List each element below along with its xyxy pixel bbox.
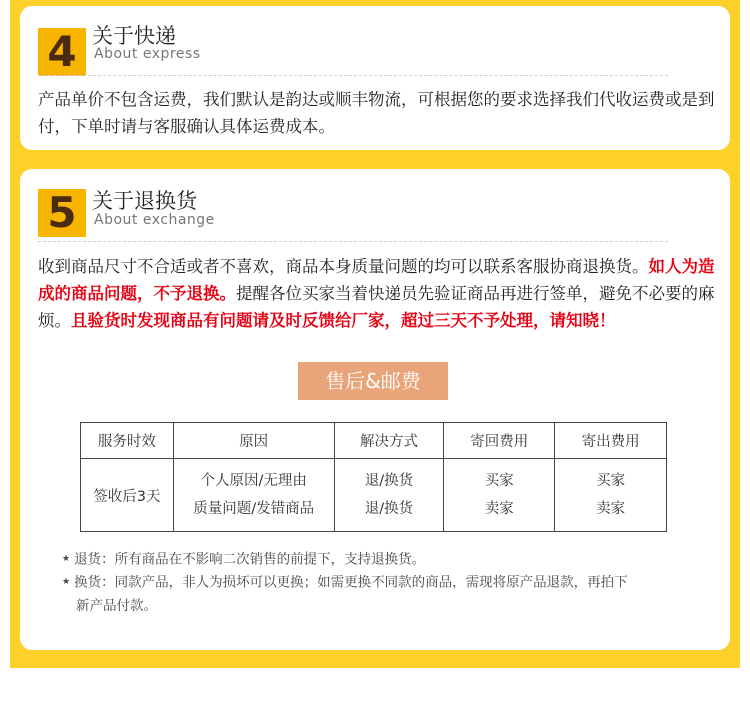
solution-text: 退/换货 xyxy=(364,501,414,517)
return-fee-text: 卖家 xyxy=(484,501,514,517)
star-icon: ★ xyxy=(62,577,71,587)
exchange-card xyxy=(20,169,730,650)
section-number-badge: 5 xyxy=(38,189,86,237)
exchange-warning-2: 且验货时发现商品有问题请及时反馈给厂家，超过三天不予处理，请知晓！ xyxy=(71,311,616,330)
return-note xyxy=(62,548,702,572)
solution-cell xyxy=(334,459,444,532)
return-fee-text: 买家 xyxy=(484,473,514,489)
section-subtitle: About exchange xyxy=(94,212,215,228)
exchange-note-text: 换货：同款产品，非人为损坏可以更换；如需更换不同款的商品，需现将原产品退款，再拍下 xyxy=(74,574,628,591)
aftersale-banner: 售后&邮费 xyxy=(298,362,448,400)
send-fee-text: 卖家 xyxy=(596,501,626,517)
return-note-text: 退货：所有商品在不影响二次销售的前提下，支持退换货。 xyxy=(74,551,426,568)
table-header-cell: 寄回费用 xyxy=(444,423,555,459)
exchange-text xyxy=(38,253,718,334)
exchange-note xyxy=(62,571,702,618)
table-row xyxy=(81,459,667,532)
table-header-cell: 原因 xyxy=(173,423,334,459)
exchange-text-part2: 提醒各位买家当着快递员先验证商品再进行签单，避免不必要的麻烦。 xyxy=(38,284,715,330)
section-title: 关于退换货 xyxy=(92,189,197,213)
service-table xyxy=(80,422,667,532)
section-title: 关于快递 xyxy=(92,24,176,48)
solution-text: 退/换货 xyxy=(364,473,414,489)
table-header-cell: 服务时效 xyxy=(81,423,174,459)
express-text: 产品单价不包含运费，我们默认是韵达或顺丰物流，可根据您的要求选择我们代收运费或是到付，下单时请与客服确认具体运费成本。 xyxy=(38,90,715,136)
exchange-note-text-cont: 新产品付款。 xyxy=(76,597,157,614)
table-header-row xyxy=(81,423,667,459)
exchange-text-part1: 收到商品尺寸不合适或者不喜欢，商品本身质量问题的均可以联系客服协商退换货。 xyxy=(38,257,649,276)
divider xyxy=(38,75,668,76)
reason-text: 质量问题/发错商品 xyxy=(193,501,315,517)
service-period-cell: 签收后3天 xyxy=(81,459,174,532)
section-subtitle: About express xyxy=(94,46,201,62)
exchange-warning-1: 如人为造成的商品问题，不予退换。 xyxy=(38,257,715,303)
send-fee-text: 买家 xyxy=(596,473,626,489)
reason-text: 个人原因/无理由 xyxy=(200,473,307,489)
send-fee-cell xyxy=(555,459,667,532)
section-number-badge: 4 xyxy=(38,28,86,76)
table-header-cell: 寄出费用 xyxy=(555,423,667,459)
reason-cell xyxy=(173,459,334,532)
divider xyxy=(38,241,668,242)
star-icon: ★ xyxy=(62,554,71,564)
table-header-cell: 解决方式 xyxy=(334,423,444,459)
express-card xyxy=(20,6,730,150)
return-fee-cell xyxy=(444,459,555,532)
